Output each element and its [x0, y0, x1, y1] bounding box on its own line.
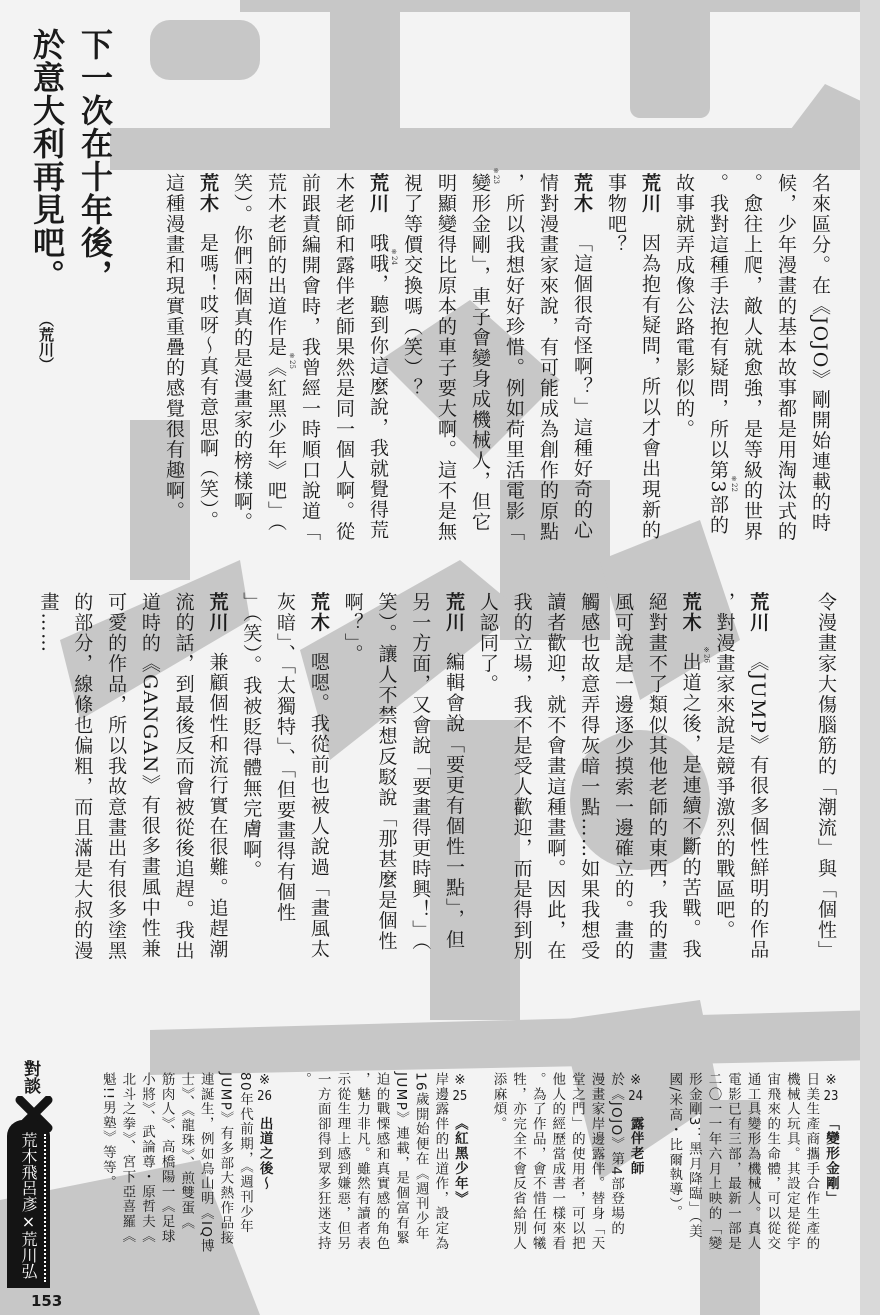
footnote-mark: ※24	[390, 247, 398, 265]
column-text: 觸感也故意弄得灰暗一點……如果我想受	[578, 592, 601, 961]
text-column	[599, 173, 633, 545]
footnote-line: 迫的戰慄感和真實感的角色	[373, 1072, 390, 1251]
column-text: ，所以我想好好珍惜。例如荷里活電影「	[503, 173, 525, 542]
text-column	[157, 173, 191, 545]
headline-line-2: 於意大利再見吧。	[28, 28, 66, 292]
column-text: 前跟責編開會時，我曾經一時順口說道「	[299, 173, 321, 542]
text-column	[429, 173, 463, 545]
text-column	[327, 173, 361, 545]
text-column	[531, 173, 565, 545]
column-text: 荒木老師的出道作是	[265, 173, 287, 358]
speaker-label: 荒川	[443, 592, 466, 633]
text-column	[395, 173, 429, 545]
headline-attribution: （荒川）	[37, 312, 55, 372]
footnotes	[78, 1072, 840, 1282]
column-text: 畫……	[37, 592, 60, 654]
footnote-line: 國/米高・比爾執導）。	[666, 1072, 683, 1221]
column-text: 笑）。你們兩個真的是漫畫家的榜樣啊。	[231, 173, 253, 533]
text-column	[98, 592, 132, 961]
column-text-continued: 出道之後，是連續不斷的苦戰。我	[679, 652, 702, 960]
column-text: 人認同了。	[476, 592, 499, 695]
footnote-line: 筋肉人》、高橋陽一《足球	[158, 1072, 175, 1245]
column-text: 嗯嗯。我從前也被人說過「畫風太	[307, 652, 330, 960]
footnote-line: ，魅力非凡。雖然有讀者表	[353, 1072, 370, 1251]
footnote-line: JUMP》連載，是個富有緊	[393, 1072, 410, 1246]
column-text: 是嗎！哎呀～真有意思啊（笑）。	[197, 233, 219, 531]
footnote-line: 魁!!男塾》等等。	[99, 1072, 116, 1190]
column-text: 讀者歡迎，就不會畫這種畫啊。因此，在	[544, 592, 567, 961]
column-text: 事物吧？	[605, 173, 627, 255]
footnote-line: 小將》、武論尊・原哲夫《	[139, 1072, 155, 1245]
text-column	[605, 592, 639, 961]
column-text: 的部分，線條也偏粗，而且滿是大叔的漫	[71, 592, 94, 961]
column-text: 笑）。讓人不禁想反駁說「那甚麼是個性	[375, 592, 398, 952]
footnote-number	[452, 1072, 468, 1103]
column-text: 可愛的作品，所以我故意畫出有很多塗黑	[105, 592, 128, 961]
footnote-line: 示從生理上感到嫌惡，但另	[334, 1072, 351, 1251]
column-text: 另一方面，又會說「要畫得更時興！」（	[409, 592, 432, 952]
reference-mark: ※	[823, 1072, 839, 1090]
column-text: 視了等價交換嗎（笑）？	[401, 173, 423, 399]
column-text: ，對漫畫家來說是競爭激烈的戰區吧。	[713, 592, 736, 941]
footnote-line: 北斗之拳》、宮下亞喜羅《	[119, 1072, 136, 1245]
text-column	[571, 592, 605, 961]
text-column	[64, 592, 98, 961]
text-column	[463, 167, 500, 545]
footnote-line: 。為了作品，會不惜任何犧	[529, 1072, 546, 1251]
column-text: 情對漫畫家來說，有可能成為創作的原點	[537, 173, 559, 542]
speaker-label: 荒木	[571, 173, 593, 214]
footnote-title: 《紅黑少年》	[451, 1116, 468, 1206]
footnote-line: 16歲開始便在《週刊少年	[412, 1072, 429, 1241]
interview-section-2	[31, 592, 842, 961]
column-text: 《JUMP》有很多個性鮮明的作品	[747, 652, 770, 960]
footnote-heading	[625, 1072, 645, 1282]
dialogue-label: 對談	[20, 1060, 40, 1094]
footnote-line: 機械人玩具。其設定是從宇	[783, 1072, 800, 1251]
page-headline	[23, 28, 119, 292]
text-column	[701, 173, 738, 545]
footnote-line: JUMP》有多部大熱作品接	[217, 1072, 234, 1246]
text-column	[31, 592, 65, 952]
text-column	[735, 173, 769, 545]
column-text: 道時的《GANGAN》有很多畫風中性兼	[138, 592, 161, 959]
author-tab	[7, 1120, 50, 1288]
column-text-continued: 哦，聽到你這麼說，我就覺得荒	[367, 253, 389, 541]
reference-mark: ※	[256, 1072, 273, 1090]
footnote-line: 漫畫家岸邊露伴。替身「天	[588, 1072, 605, 1251]
footnote-line: 通工具變形為機械人。真人	[744, 1072, 761, 1251]
footnote-line: 宙飛來的生命體，可以從交	[764, 1072, 781, 1251]
footnote	[488, 1072, 645, 1282]
text-column	[132, 592, 166, 959]
page-number: 153	[31, 1292, 63, 1310]
footnote-mark: ※25	[288, 351, 296, 369]
footnote-line: 電影已有三部，最新一部是	[725, 1072, 742, 1251]
interview-section-1	[157, 167, 837, 545]
column-text: 候，少年漫畫的基本故事都是用淘汰式的	[775, 173, 797, 542]
footnote-line: 一方面卻得到眾多狂迷支持	[314, 1072, 331, 1251]
footnote-number	[628, 1072, 644, 1103]
author-names: 荒木飛呂彥×荒川弘	[19, 1132, 38, 1279]
column-text-continued: 3部的	[707, 480, 729, 536]
footnote-line: 於《JOJO》第4部登場的	[608, 1072, 625, 1237]
column-text: 啊？」。	[341, 592, 364, 665]
speaker-label: 荒川	[639, 173, 661, 214]
column-text-continued: 變形金剛」，車子會變身成機械人，但它	[469, 173, 491, 533]
footnote-line: 岸邊露伴的出道作，設定為	[432, 1072, 449, 1251]
text-column	[267, 592, 301, 952]
text-column	[769, 173, 803, 545]
column-text: 「這個很奇怪啊？」這種好奇的心	[571, 233, 593, 541]
text-column	[191, 173, 225, 545]
footnote-heading	[820, 1072, 840, 1282]
text-column	[639, 592, 673, 961]
text-column	[667, 173, 701, 545]
column-text: 故事就弄成像公路電影似的。	[673, 173, 695, 440]
text-column	[707, 592, 741, 952]
column-text: 這種漫畫和現實重疊的感覺很有趣啊。	[163, 173, 185, 522]
speaker-label: 荒木	[307, 592, 330, 633]
text-column	[565, 173, 599, 545]
footnote-number	[257, 1072, 273, 1103]
column-text: 風可說是一邊逐少摸索一邊確立的。畫的	[612, 592, 635, 961]
column-text: 哦	[367, 233, 389, 254]
column-text: 我的立場，我不是受人歡迎，而是得到別	[510, 592, 533, 961]
footnote-line: 他人的經歷當成書一樣來看	[549, 1072, 566, 1251]
reference-number: 25	[452, 1089, 468, 1103]
reference-mark: ※	[627, 1072, 644, 1090]
speaker-label: 荒川	[747, 592, 770, 633]
footnote-line: 形金剛3：黑月降臨」（美	[685, 1072, 702, 1240]
text-column	[673, 592, 711, 960]
column-text: 名來區分。在《JOJO》剛開始連載的時	[809, 173, 831, 533]
text-column	[166, 592, 200, 961]
text-column	[361, 173, 398, 545]
column-text: 編輯會說「要更有個性一點」，但	[443, 652, 466, 950]
column-text: 絕對畫不了類似其他老師的東西，我的畫	[645, 592, 668, 961]
speaker-label: 荒川	[206, 592, 229, 633]
footnote-title: 露伴老師	[627, 1116, 644, 1177]
footnote-line: 牲，亦完全不會反省給別人	[510, 1072, 527, 1251]
reference-number: 26	[257, 1089, 272, 1103]
column-text: 灰暗」、「太獨特」、「但要畫得有個性	[274, 592, 297, 923]
footnote-title: 出道之後～	[256, 1116, 273, 1191]
column-text: 明顯變得比原本的車子要大啊。這不是無	[435, 173, 457, 542]
text-column	[293, 173, 327, 545]
footnote-line: 80年代前期，《週刊少年	[236, 1072, 253, 1235]
text-column	[538, 592, 572, 961]
reference-number: 24	[628, 1089, 644, 1103]
column-text: 兼顧個性和流行實在很難。追趕潮	[206, 652, 229, 960]
section-heading: 令漫畫家大傷腦筋的「潮流」與「個性」	[815, 592, 837, 961]
column-text: 」（笑）。我被貶得體無完膚啊。	[240, 592, 263, 881]
text-column	[200, 592, 234, 960]
footnote-mark: ※22	[730, 474, 738, 492]
column-text: 。我對這種手法抱有疑問，所以第	[707, 173, 729, 481]
speaker-label: 荒木	[197, 173, 219, 214]
footnote-number	[823, 1072, 839, 1103]
speaker-label: 荒川	[367, 173, 389, 214]
text-column	[225, 173, 259, 545]
dotted-border	[44, 1134, 46, 1282]
text-column	[740, 592, 774, 960]
footnote-line: 堂之門」的使用者，可以把	[568, 1072, 585, 1251]
footnote-line: 二〇一一年六月上映的「變	[705, 1072, 722, 1251]
footnote-mark: ※26	[702, 646, 711, 663]
footnote	[664, 1072, 840, 1282]
footnote-line: 日美生產商攜手合作生產的	[803, 1072, 820, 1251]
text-column	[369, 592, 403, 952]
text-column	[301, 592, 335, 960]
column-text: 因為抱有疑問，所以才會出現新的	[639, 233, 661, 541]
footnote-line: 添麻煩。	[490, 1072, 507, 1132]
text-column	[633, 173, 667, 545]
text-column	[259, 173, 296, 545]
text-column	[803, 173, 837, 545]
speaker-label: 荒木	[679, 592, 702, 633]
column-text: 木老師和露伴老師果然是同一個人啊。從	[333, 173, 355, 542]
text-column	[470, 592, 504, 952]
column-text: 流的話，到最後反而會被從後追趕。我出	[172, 592, 195, 961]
text-column	[436, 592, 470, 952]
text-column	[233, 592, 267, 952]
text-column	[497, 173, 531, 545]
footnote-line: 連誕生，例如鳥山明《IQ博	[197, 1072, 214, 1254]
reference-mark: ※	[451, 1072, 468, 1090]
column-text-continued: 《紅黑少年》吧」（	[265, 357, 287, 533]
footnote-mark: ※23	[492, 167, 500, 184]
text-column	[402, 592, 436, 952]
footnote-heading	[254, 1072, 274, 1282]
headline-line-1: 下一次在十年後，	[76, 28, 114, 292]
footnote	[97, 1072, 273, 1282]
reference-number: 23	[823, 1089, 839, 1103]
footnote-line: 士》、《龍珠》、煎雙蛋《	[178, 1072, 195, 1231]
text-column	[335, 592, 369, 952]
footnote-line: 。	[295, 1072, 312, 1087]
text-column	[504, 592, 538, 961]
footnote	[293, 1072, 469, 1282]
footnote-title: 「變形金剛」	[823, 1116, 839, 1206]
column-text: 。愈往上爬，敵人就愈強，是等級的世界	[741, 173, 763, 542]
footnote-heading	[449, 1072, 469, 1282]
